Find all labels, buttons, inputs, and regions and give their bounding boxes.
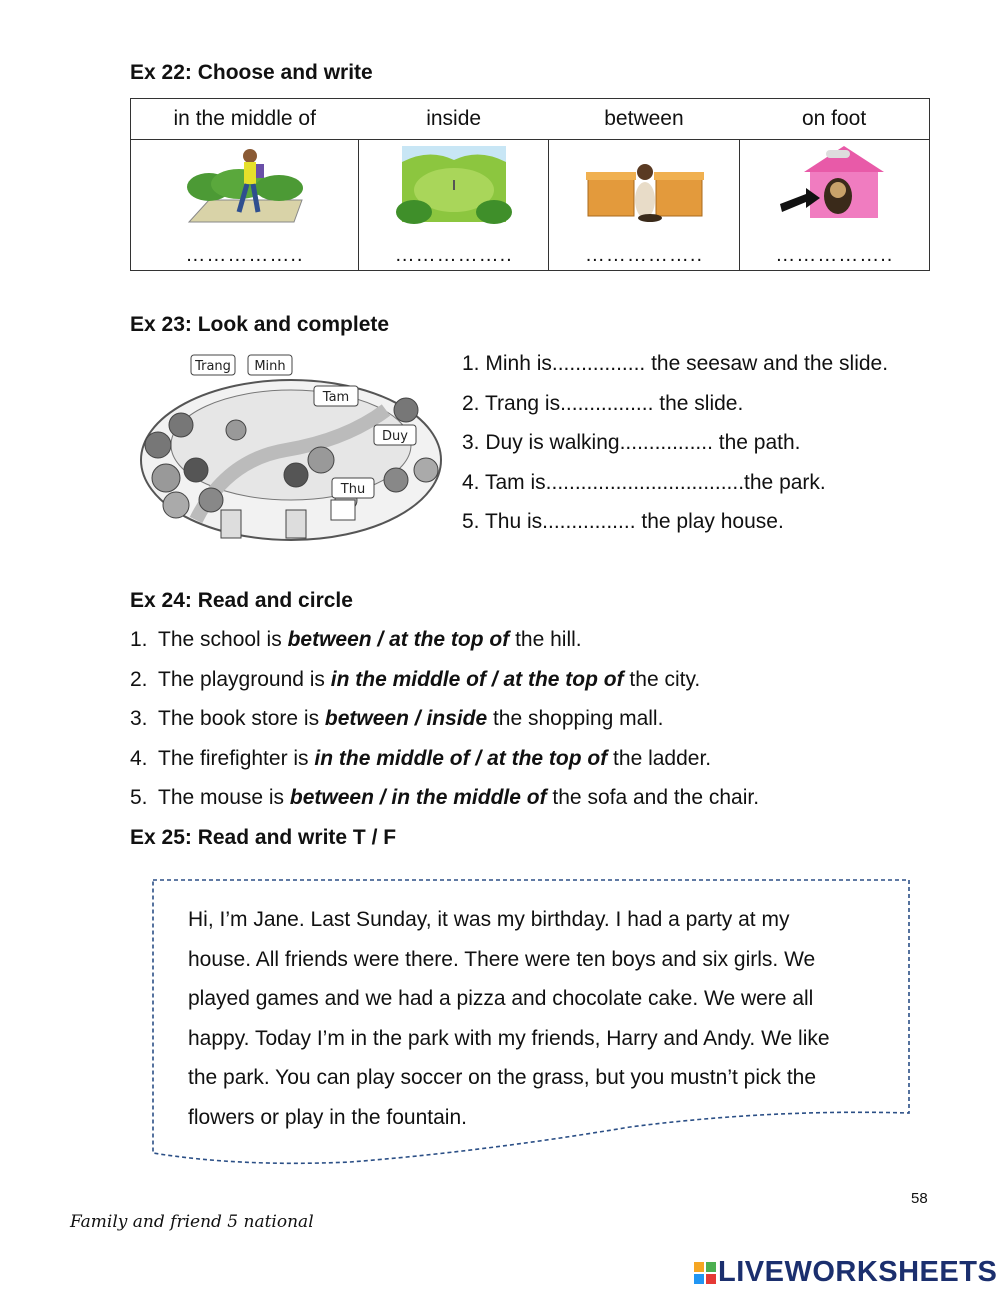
circle-choice[interactable]: in the middle of / at the top of (330, 667, 624, 691)
brand-logo (694, 1256, 997, 1289)
word-option: between (549, 99, 739, 140)
map-label-duy: Duy (382, 429, 408, 444)
ex23-list (462, 350, 888, 548)
word-option: in the middle of (131, 99, 359, 140)
answer-blank[interactable]: …………….. (775, 244, 894, 266)
ex24-list (130, 626, 759, 824)
list-item: 3. Duy is walking................ the path. (462, 431, 801, 454)
circle-choice[interactable]: between / in the middle of (289, 786, 547, 810)
list-item: 5. The mouse is between / in the middle of the sofa and the chair. (130, 786, 760, 810)
circle-choice[interactable]: between / at the top of (287, 628, 510, 651)
list-item: 4. The firefighter is in the middle of / at the top of the ladder. (130, 746, 712, 770)
hills-picture (394, 142, 514, 224)
list-item: 1. Minh is................ the seesaw and the slide. (462, 352, 889, 375)
map-label-thu: Thu (340, 482, 366, 497)
answer-blank[interactable]: …………….. (394, 244, 513, 266)
answer-blank[interactable]: …………….. (584, 244, 704, 266)
reading-passage: Hi, I’m Jane. Last Sunday, it was my birthday. I had a party at my house. All friends were there. There were ten boys and six girls. We played games and we had a pizza and chocolate cake. We were all happy. Today I’m in the park with my friends, Harry and Andy. We like the park. You can play soccer on the grass, but you mustn’t pick the flowers or play in the fountain. (188, 908, 830, 1129)
circle-choice[interactable]: between / inside (324, 707, 488, 731)
map-label-tam: Tam (322, 390, 350, 405)
map-label-minh: Minh (254, 359, 286, 374)
list-item: 5. Thu is................ the play house. (462, 510, 784, 533)
list-item: 2. Trang is................ the slide. (462, 391, 744, 415)
book-title: Family and friend 5 national (70, 1212, 314, 1232)
ex22-heading: Ex 22: Choose and write (130, 61, 373, 84)
list-item: 2. The playground is in the middle of / at the top of the city. (130, 667, 701, 691)
park-map-picture (136, 350, 451, 550)
ex22-table (130, 98, 930, 271)
liveworksheets-icon (694, 1262, 716, 1284)
dog-in-kennel-picture (774, 142, 894, 224)
list-item: 4. Tam is..................................the park. (462, 470, 826, 494)
answer-blank[interactable]: .................................. (545, 470, 745, 494)
list-item: 1. The school is between / at the top of the hill. (130, 628, 582, 651)
answer-blank[interactable]: ................ (560, 391, 654, 415)
circle-choice[interactable]: in the middle of / at the top of (314, 746, 608, 770)
ex25-heading: Ex 25: Read and write T / F (130, 826, 397, 849)
ex24-heading: Ex 24: Read and circle (130, 589, 353, 612)
word-option: on foot (739, 99, 929, 140)
brand-name: LIVEWORKSHEETS (718, 1256, 998, 1288)
answer-blank[interactable]: …………….. (185, 244, 304, 266)
ex23-heading: Ex 23: Look and complete (130, 313, 390, 336)
map-label-trang: Trang (195, 359, 231, 374)
answer-blank[interactable]: ................ (551, 352, 646, 375)
page-number: 58 (911, 1190, 928, 1207)
boy-walking-picture (184, 142, 304, 224)
answer-blank[interactable]: ................ (542, 510, 636, 533)
cat-between-boxes-picture (584, 142, 704, 224)
answer-blank[interactable]: ................ (619, 431, 713, 454)
word-option: inside (358, 99, 548, 140)
list-item: 3. The book store is between / inside the shopping mall. (130, 707, 664, 731)
